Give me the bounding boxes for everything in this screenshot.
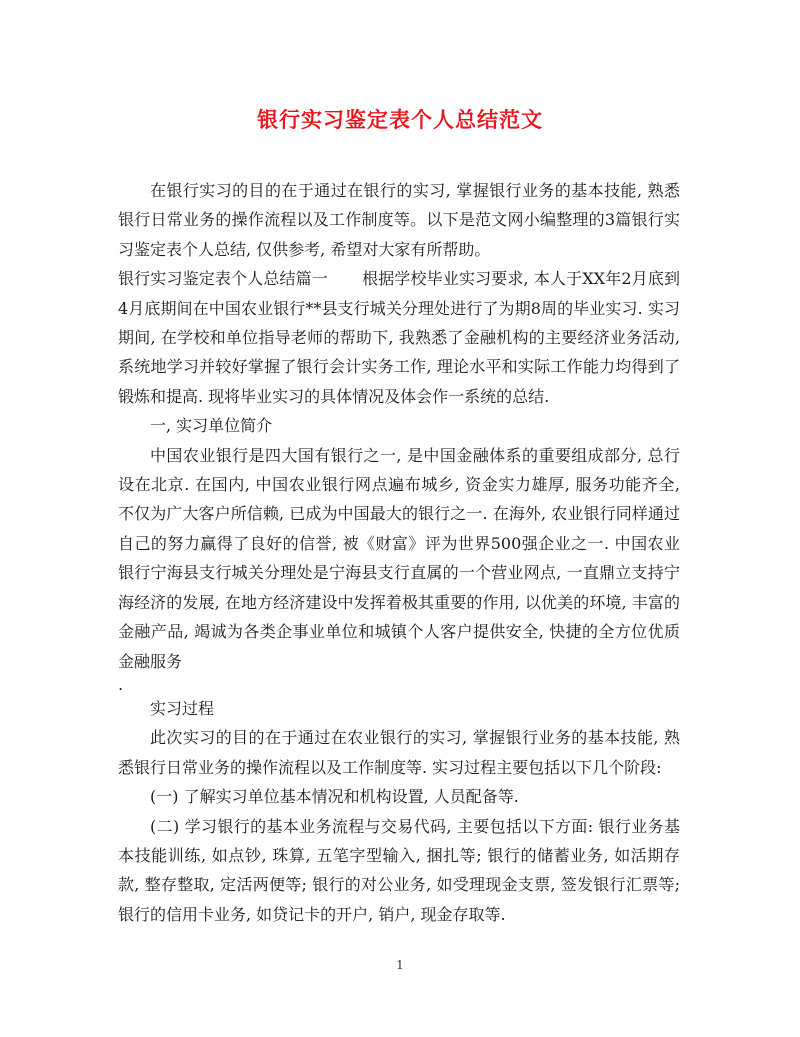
stage-one-paragraph: (一) 了解实习单位基本情况和机构设置, 人员配备等. bbox=[150, 787, 519, 807]
page-number: 1 bbox=[396, 958, 404, 972]
intro-paragraph: 在银行实习的目的在于通过在银行的实习, 掌握银行业务的基本技能, 熟悉银行日常业务的操作流程以及工作制度等。以下是范文网小编整理的3篇银行实习鉴定表个人总结, 仅供参考, 希望对大家有所帮助。 bbox=[118, 181, 680, 259]
section-one-paragraph bbox=[118, 264, 680, 411]
section-one-text: 根据学校毕业实习要求, 本人于XX年2月底到4月底期间在中国农业银行**县支行城关分理处进行了为期8周的毕业实习. 实习期间, 在学校和单位指导老师的帮助下, 我熟悉了金融机构的主要经济业务活动, 系统地学习并较好掌握了银行会计实务工作, 理论水平和实际工作能力均得到了锻炼和提高. 现将毕业实习的具体情况及体会作一系统的总结. bbox=[118, 269, 680, 406]
document-title: 银行实习鉴定表个人总结范文 bbox=[257, 108, 543, 132]
stage-two-paragraph: (二) 学习银行的基本业务流程与交易代码, 主要包括以下方面: 银行业务基本技能训练, 如点钞, 珠算, 五笔字型输入, 捆扎等; 银行的储蓄业务, 如活期存款, 整存整取, 定活两便等; 银行的对公业务, 如受理现金支票, 签发银行汇票等; 银行的信用卡业务, 如贷记卡的开户, 销户, 现金存取等. bbox=[118, 816, 680, 924]
process-heading: 实习过程 bbox=[150, 698, 215, 718]
unit-heading: 一, 实习单位简介 bbox=[150, 416, 273, 436]
unit-paragraph: 中国农业银行是四大国有银行之一, 是中国金融体系的重要组成部分, 总行设在北京. 在国内, 中国农业银行网点遍布城乡, 资金实力雄厚, 服务功能齐全, 不仅为广大客户所信赖, 已成为中国最大的银行之一. 在海外, 农业银行同样通过自己的努力赢得了良好的信誉, 被《财富》评为世界500强企业之一. 中国农业银行宁海县支行城关分理处是宁海县支行直属的一个营业网点, 一直鼎立支持宁海经济的发展, 在地方经济建设中发挥着极其重要的作用, 以优美的环境, 丰富的金融产品, 竭诚为各类企事业单位和城镇个人客户提供安全, 快捷的全方位优质金融服务 bbox=[118, 445, 680, 671]
process-paragraph: 此次实习的目的在于通过在农业银行的实习, 掌握银行业务的基本技能, 熟悉银行日常业务的操作流程以及工作制度等. 实习过程主要包括以下几个阶段: bbox=[118, 728, 680, 777]
section-one-heading: 银行实习鉴定表个人总结篇一 bbox=[118, 269, 328, 289]
unit-paragraph-end: . bbox=[118, 674, 124, 694]
document-body bbox=[118, 176, 680, 929]
